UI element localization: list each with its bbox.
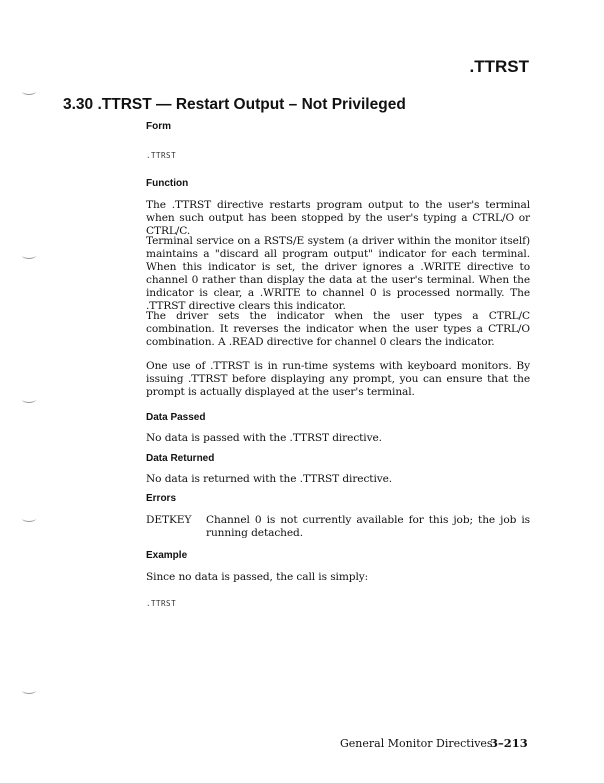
- error-code: DETKEY: [146, 514, 192, 526]
- scan-mark: [22, 396, 36, 403]
- scan-mark: [22, 88, 36, 95]
- example-heading: Example: [146, 550, 188, 561]
- form-heading: Form: [146, 121, 171, 132]
- running-header: .TTRST: [469, 57, 529, 76]
- scan-mark: [22, 687, 36, 694]
- data-returned-text: No data is returned with the .TTRST directive.: [146, 473, 393, 485]
- function-paragraph: The .TTRST directive restarts program output to the user's terminal when such output has been stopped by the user's typing a CTRL/O or CTRL/C.: [146, 199, 530, 237]
- function-paragraph: One use of .TTRST is in run-time systems with keyboard monitors. By issuing .TTRST before displaying any prompt, you can ensure that the prompt is actually displayed at the user's terminal.: [146, 360, 530, 398]
- footer-chapter: General Monitor Directives: [340, 737, 493, 750]
- scan-mark: [22, 515, 36, 522]
- function-paragraph: Terminal service on a RSTS/E system (a driver within the monitor itself) maintains a "discard all program output" indicator for each terminal. When this indicator is set, the driver ignores a .WRITE directive to channel 0 rather than display the data at the user's terminal. When the indicator is clear, a .WRITE to channel 0 is processed normally. The .TTRST directive clears this indicator.: [146, 235, 530, 312]
- page-number: 3–213: [490, 736, 528, 750]
- section-title: [63, 96, 406, 114]
- function-heading: Function: [146, 178, 189, 189]
- function-paragraph: The driver sets the indicator when the user types a CTRL/C combination. It reverses the indicator when the user types a CTRL/O combination. A .READ directive for channel 0 clears the indicator.: [146, 310, 530, 348]
- errors-heading: Errors: [146, 493, 177, 504]
- example-code: .TTRST: [146, 599, 177, 608]
- data-passed-text: No data is passed with the .TTRST directive.: [146, 432, 382, 444]
- error-description: Channel 0 is not currently available for this job; the job is running detached.: [206, 514, 530, 539]
- data-returned-heading: Data Returned: [146, 453, 215, 464]
- data-passed-heading: Data Passed: [146, 412, 206, 423]
- form-code: .TTRST: [146, 151, 177, 160]
- section-number: 3.30: [63, 96, 94, 113]
- section-title-text: .TTRST — Restart Output – Not Privileged: [97, 96, 406, 113]
- scan-mark: [22, 252, 36, 259]
- example-text: Since no data is passed, the call is simply:: [146, 571, 369, 583]
